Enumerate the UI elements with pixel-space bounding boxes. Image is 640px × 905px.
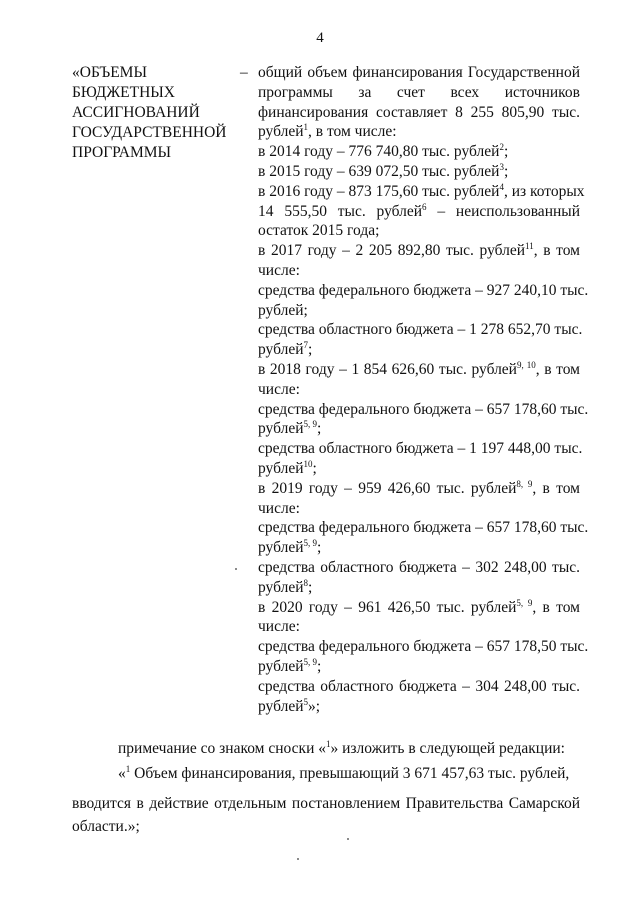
text-line: рублей$^{5, 9}$; <box>258 537 322 557</box>
text-line: рублей$^{5, 9}$; <box>258 419 322 438</box>
note-paragraph: примечание со знаком сноски «$^1$» изложить в следующей редакции: <box>118 738 565 757</box>
text-line: в 2015 году – 639 072,50 тыс. рублей$^3$; <box>258 161 509 180</box>
text-line: в 2019 году – 959 426,60 тыс. рублей$^{8, 9}$, в том <box>258 478 580 497</box>
quote-first-line: «$^1$ Объем финансирования, превышающий 3 671 457,63 тыс. рублей, <box>118 763 570 782</box>
text-line: финансирования составляет 8 255 805,90 тыс. <box>258 103 580 121</box>
text-line: средства областного бюджета – 1 197 448,00 тыс. <box>258 440 583 458</box>
quote-line: вводится в действие отдельным постановлением Правительства Самарской <box>72 795 580 812</box>
page-number: 4 <box>316 30 324 46</box>
text-line: средства федерального бюджета – 657 178,50 тыс. <box>258 638 589 656</box>
scan-speck <box>297 858 299 860</box>
text-line: средства федерального бюджета – 657 178,60 тыс. <box>258 400 589 418</box>
text-line: средства областного бюджета – 304 248,00 тыс. <box>258 677 580 695</box>
text-line: рублей$^{5, 9}$; <box>258 656 322 675</box>
text-line: в 2016 году – 873 175,60 тыс. рублей$^4$, из которых <box>258 181 585 200</box>
text-line: программы за счет всех источников <box>258 83 580 101</box>
scan-speck <box>347 838 349 840</box>
text-line: средства областного бюджета – 1 278 652,70 тыс. <box>258 321 583 339</box>
label-line: ПРОГРАММЫ <box>72 144 172 161</box>
label-line: БЮДЖЕТНЫХ <box>72 84 175 101</box>
text-line: в 2017 году – 2 205 892,80 тыс. рублей$^{11}$, в том <box>258 241 580 260</box>
quote-line: области.»; <box>72 818 140 835</box>
text-line: средства областного бюджета – 302 248,00 тыс. <box>258 558 580 576</box>
text-line: остаток 2015 года; <box>258 222 380 240</box>
label-line: АССИГНОВАНИЙ <box>72 104 200 121</box>
text-line: числе: <box>258 380 300 398</box>
text-line: числе: <box>258 499 300 517</box>
text-line: числе: <box>258 618 300 636</box>
text-line: рублей; <box>258 301 308 319</box>
label-line: ГОСУДАРСТВЕННОЙ <box>72 124 227 141</box>
funding-text <box>258 63 589 716</box>
text-line: числе: <box>258 261 300 279</box>
label-line: «ОБЪЕМЫ <box>72 64 147 81</box>
text-line: рублей$^8$; <box>258 577 313 596</box>
text-line: в 2018 году – 1 854 626,60 тыс. рублей$^{9, 10}$, в том <box>258 359 580 378</box>
text-line: в 2014 году – 776 740,80 тыс. рублей$^2$; <box>258 142 509 161</box>
section-label <box>72 63 232 163</box>
text-line: рублей$^1$, в том числе: <box>258 122 397 141</box>
text-line: общий объем финансирования Государственной <box>258 64 580 81</box>
text-line: рублей$^{10}$; <box>258 458 317 477</box>
list-dash: – <box>240 64 248 81</box>
text-line: средства федерального бюджета – 927 240,10 тыс. <box>258 281 589 299</box>
text-line: в 2020 году – 961 426,50 тыс. рублей$^{5, 9}$, в том <box>258 597 580 616</box>
scan-speck <box>235 568 237 570</box>
text-line: 14 555,50 тыс. рублей$^6$ – неиспользованный <box>258 201 580 220</box>
text-line: рублей$^7$; <box>258 340 313 359</box>
text-line: средства федерального бюджета – 657 178,60 тыс. <box>258 519 589 537</box>
text-line: рублей$^5$»; <box>258 696 321 715</box>
